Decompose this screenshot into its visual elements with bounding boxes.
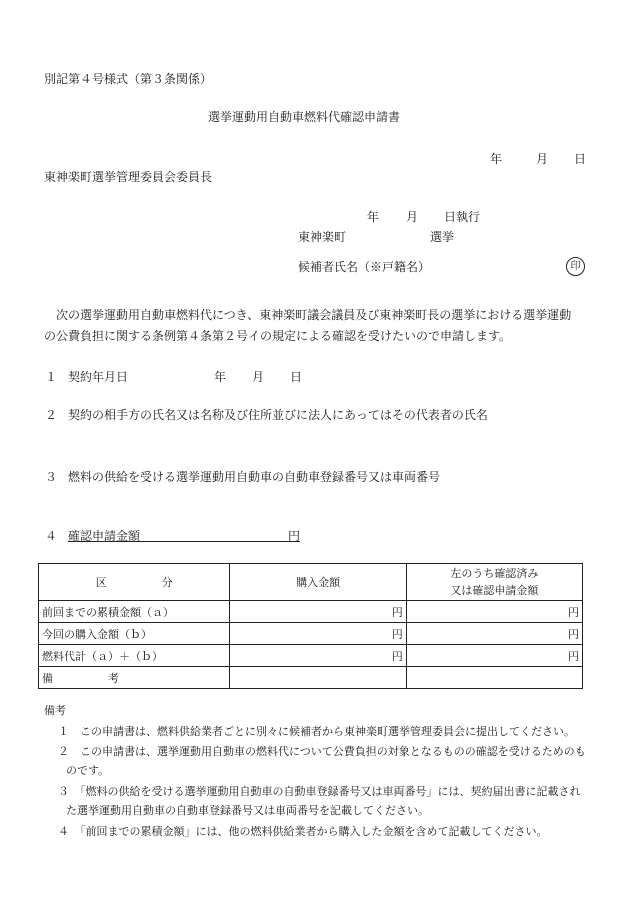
date-year: 年 <box>490 152 503 166</box>
document-title: 選挙運動用自動車燃料代確認申請書 <box>208 110 401 124</box>
amount-underline <box>68 541 300 542</box>
purchase-amount-cell[interactable]: 円 <box>230 623 406 645</box>
note-3-line-1: ３ 「燃料の供給を受ける選挙運動用自動車の自動車登録番号又は車両番号」には、契約届出書に記載され <box>58 785 581 798</box>
body-text-line-1: 次の選挙運動用自動車燃料代につき、東神楽町議会議員及び東神楽町長の選挙における選挙運動 <box>44 308 572 322</box>
header-category: 区 分 <box>39 564 230 601</box>
date-month: 月 <box>536 152 549 166</box>
header-confirmed-line-1: 左のうち確認済み <box>450 567 539 580</box>
note-2-line-2: のです。 <box>66 764 110 777</box>
fuel-cost-table <box>38 563 583 689</box>
item-1-year: 年 <box>214 370 227 384</box>
election-year: 年 <box>367 210 380 224</box>
purchase-amount-cell[interactable]: 円 <box>230 601 406 623</box>
item-2-label: 契約の相手方の氏名又は名称及び住所並びに法人にあってはその代表者の氏名 <box>68 408 488 422</box>
form-reference: 別記第４号様式（第３条関係） <box>44 72 213 86</box>
row-label: 前回までの累積金額（ａ） <box>39 601 230 623</box>
election-town: 東神楽町 <box>298 230 347 244</box>
body-text-line-2: の公費負担に関する条例第４条第２号イの規定による確認を受けたいので申請します。 <box>44 329 512 343</box>
item-1-day: 日 <box>290 370 303 384</box>
notes-heading: 備考 <box>44 704 66 717</box>
row-label: 今回の購入金額（ｂ） <box>39 623 230 645</box>
item-1-month: 月 <box>252 370 265 384</box>
table-row <box>39 645 583 667</box>
item-3-label: 燃料の供給を受ける選挙運動用自動車の自動車登録番号又は車両番号 <box>68 470 441 484</box>
election-day-exec: 日執行 <box>444 210 481 224</box>
item-3-number: ３ <box>45 470 58 484</box>
election-month: 月 <box>406 210 419 224</box>
item-4-label: 確認申請金額 <box>68 529 141 543</box>
item-4-yen: 円 <box>288 529 301 543</box>
candidate-name-label: 候補者氏名（※戸籍名） <box>298 260 431 274</box>
addressee: 東神楽町選挙管理委員会委員長 <box>44 170 213 184</box>
note-3-line-2: た選挙運動用自動車の自動車登録番号又は車両番号を記載してください。 <box>66 804 429 817</box>
confirmed-amount-cell[interactable]: 円 <box>406 601 582 623</box>
table-header-row <box>39 564 583 601</box>
header-confirmed-line-2: 又は確認申請金額 <box>450 584 539 597</box>
item-4-number: ４ <box>45 529 58 543</box>
table-row <box>39 667 583 689</box>
header-confirmed-amount <box>406 564 582 601</box>
purchase-amount-cell[interactable]: 円 <box>230 645 406 667</box>
note-1: １ この申請書は、燃料供給業者ごとに別々に候補者から東神楽町選挙管理委員会に提出してください。 <box>58 725 575 738</box>
election-senkyo: 選挙 <box>430 230 455 244</box>
header-purchase-amount: 購入金額 <box>230 564 406 601</box>
table-row <box>39 601 583 623</box>
remarks-cell[interactable] <box>406 667 582 689</box>
row-label: 備 考 <box>39 667 230 689</box>
item-1-label: 契約年月日 <box>68 370 129 384</box>
table-row <box>39 623 583 645</box>
confirmed-amount-cell[interactable]: 円 <box>406 623 582 645</box>
note-2-line-1: ２ この申請書は、選挙運動用自動車の燃料代について公費負担の対象となるものの確認を受けるためのも <box>58 745 586 758</box>
item-2-number: ２ <box>45 408 58 422</box>
item-1-number: １ <box>45 370 58 384</box>
confirmed-amount-cell[interactable]: 円 <box>406 645 582 667</box>
seal-mark-icon: 印 <box>566 257 585 276</box>
date-day: 日 <box>574 152 587 166</box>
note-4: ４ 「前回までの累積金額」には、他の燃料供給業者から購入した金額を含めて記載してください。 <box>58 825 548 838</box>
row-label: 燃料代計（ａ）＋（ｂ） <box>39 645 230 667</box>
remarks-cell[interactable] <box>230 667 406 689</box>
